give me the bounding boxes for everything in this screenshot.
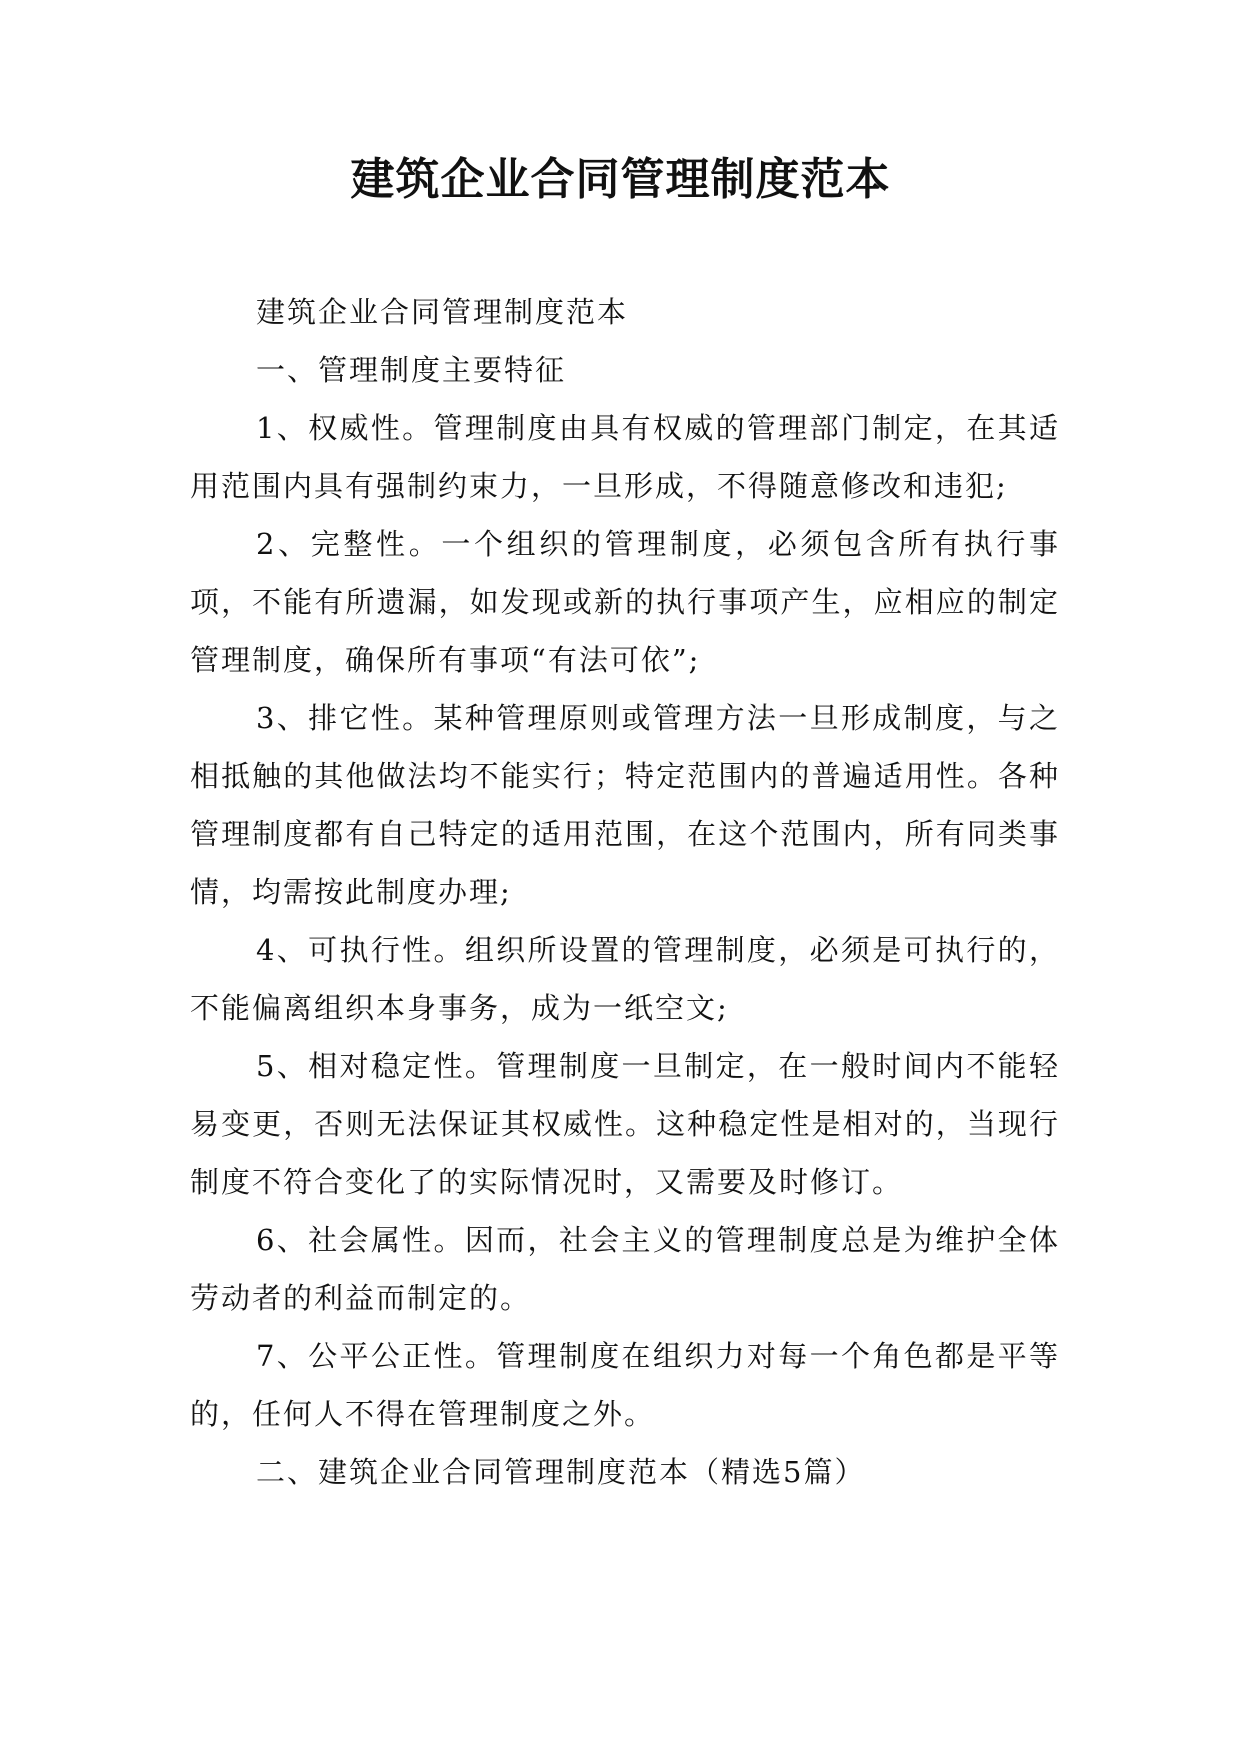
paragraph-subtitle: 建筑企业合同管理制度范本 — [256, 295, 629, 329]
paragraph-item-1: 1、权威性。管理制度由具有权威的管理部门制定，在其适用范围内具有强制约束力，一旦形成，不得随意修改和违犯; — [190, 411, 1060, 503]
paragraph-item-6: 6、社会属性。因而，社会主义的管理制度总是为维护全体劳动者的利益而制定的。 — [190, 1223, 1060, 1315]
paragraph-item-5: 5、相对稳定性。管理制度一旦制定，在一般时间内不能轻易变更，否则无法保证其权威性。这种稳定性是相对的，当现行制度不符合变化了的实际情况时，又需要及时修订。 — [190, 1049, 1060, 1199]
document-body — [190, 283, 1060, 1501]
paragraph-item-3: 3、排它性。某种管理原则或管理方法一旦形成制度，与之相抵触的其他做法均不能实行；特定范围内的普遍适用性。各种管理制度都有自己特定的适用范围，在这个范围内，所有同类事情，均需按此制度办理; — [190, 701, 1060, 909]
section-heading-1: 一、管理制度主要特征 — [256, 353, 567, 387]
paragraph-item-2: 2、完整性。一个组织的管理制度，必须包含所有执行事项，不能有所遗漏，如发现或新的执行事项产生，应相应的制定管理制度，确保所有事项“有法可依”; — [190, 527, 1060, 677]
section-heading-2: 二、建筑企业合同管理制度范本（精选5篇） — [256, 1455, 866, 1489]
paragraph-item-4: 4、可执行性。组织所设置的管理制度，必须是可执行的，不能偏离组织本身事务，成为一纸空文; — [190, 933, 1060, 1025]
paragraph-item-7: 7、公平公正性。管理制度在组织力对每一个角色都是平等的，任何人不得在管理制度之外。 — [190, 1339, 1060, 1431]
document-title: 建筑企业合同管理制度范本 — [350, 154, 891, 205]
